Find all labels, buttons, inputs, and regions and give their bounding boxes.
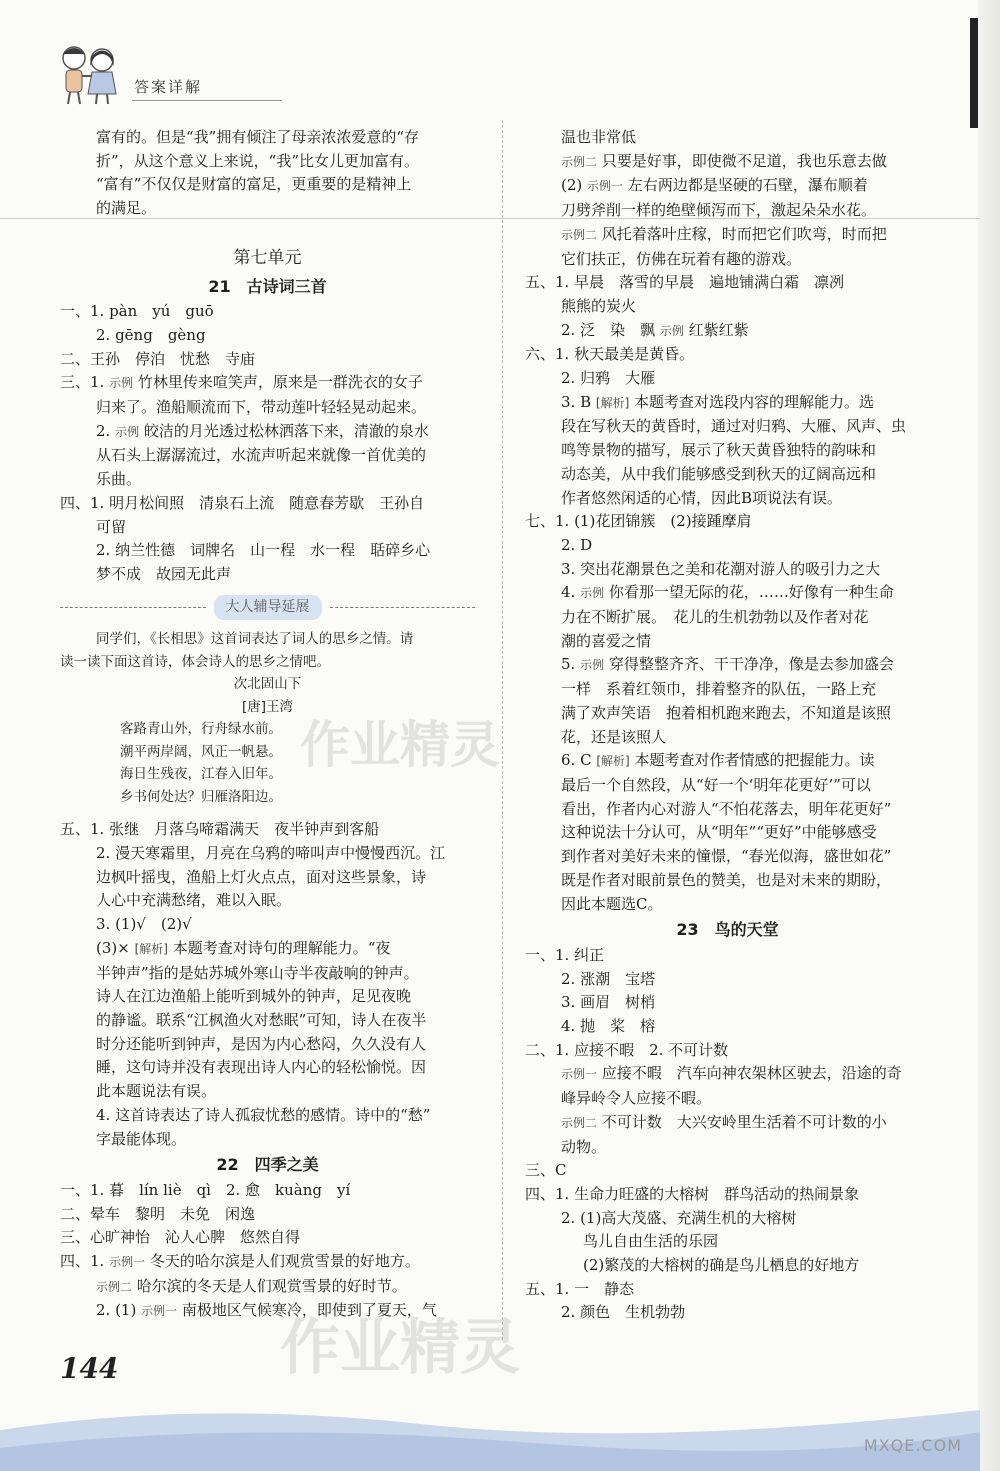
text-line: 睡，这句诗并没有表现出诗人内心的轻松愉悦。因	[96, 1058, 427, 1077]
text-line: 温也非常低	[561, 128, 637, 146]
example-label: 示例一	[561, 1067, 598, 1082]
watermark: 作业精灵	[300, 716, 500, 774]
text-line: 既是作者对眼前景色的赞美，也是对未来的期盼，	[561, 870, 892, 889]
text-line: 因此本题选C。	[561, 894, 663, 913]
text-line: 到作者对美好未来的憧憬，“春光似海，盛世如花”	[561, 847, 892, 866]
text-line: 四、1. 明月松间照 清泉石上流 随意春芳歇 王孙自	[60, 493, 425, 512]
answer-text: 你看那一望无际的花，……好像有一种生命	[608, 583, 894, 602]
text-line: 一、1. pàn yú guō	[60, 302, 214, 321]
analysis-label: [解析]	[596, 754, 630, 769]
example-label: 示例	[580, 658, 605, 673]
text-line: 人心中充满愁绪，难以入眠。	[96, 891, 292, 910]
poem-line: 乡书何处达？归雁洛阳边。	[120, 788, 282, 805]
text-line: 2. gēng gèng	[96, 325, 206, 344]
text-line	[525, 749, 930, 774]
text-line: 可留	[96, 517, 127, 536]
text-line: 富有的。但是“我”拥有倾注了母亲浓浓爱意的“存	[96, 128, 420, 146]
text-line: 一、1. 暮 lín liè qì 2. 愈 kuàng yí	[60, 1180, 351, 1199]
answer-text: 南极地区气候寒冷，即使到了夏天，气	[181, 1301, 437, 1320]
item-number: 三、1.	[60, 373, 105, 392]
watermark: 作业精灵	[280, 1313, 520, 1383]
text-line: 2. 颜色 生机勃勃	[561, 1303, 686, 1322]
text-line: 力在不断扩展。 花儿的生机勃勃以及作者对花	[561, 608, 869, 627]
text-line: 鸣等景物的描写，展示了秋天黄昏独特的韵味和	[561, 441, 877, 460]
cartoon-kids-icon	[52, 40, 126, 108]
text-line: 看出，作者内心对游人“不怕花落去，明年花更好”	[561, 799, 892, 818]
column-divider	[502, 120, 503, 1340]
dash-line	[60, 607, 206, 608]
header-rule	[132, 100, 282, 101]
text-line: 三、C	[525, 1161, 567, 1180]
text-line	[60, 1250, 475, 1275]
item-number: 6. C	[561, 751, 592, 770]
item-number: 3. B	[561, 392, 592, 411]
answer-text: 竹林里传来喧笑声，原来是一群洗衣的女子	[137, 373, 423, 392]
answer-text: 左右两边都是坚硬的石壁，瀑布顺着	[627, 176, 868, 195]
text-line: 2. 归鸦 大雁	[561, 369, 656, 388]
lesson-title: 21 古诗词三首	[208, 276, 327, 296]
poem-line: 客路青山外，行舟绿水前。	[120, 721, 282, 738]
text-line: 动物。	[561, 1137, 607, 1156]
text-line: 一、1. 纠正	[525, 945, 605, 964]
text-line: 一样 系着红领巾，排着整齐的队伍，一路上充	[561, 680, 877, 699]
text-line: 3. 突出花潮景色之美和花潮对游人的吸引力之大	[561, 559, 881, 578]
example-label: 示例二	[96, 1279, 133, 1294]
poem-line: 海日生残夜，江春入旧年。	[120, 766, 282, 783]
text-line: 2. D	[561, 535, 593, 554]
item-number: 2.	[96, 421, 111, 440]
answer-text: 应接不暇 汽车向神农架林区驶去，沿途的奇	[601, 1064, 902, 1083]
page-header	[52, 40, 352, 110]
text-line: 的满足。	[96, 199, 157, 218]
example-label: 示例二	[561, 154, 598, 169]
answer-text: 红紫红紫	[688, 320, 749, 339]
text-line	[525, 150, 930, 175]
extension-tag: 大人辅导延展	[214, 595, 322, 621]
item-number: 4.	[561, 583, 576, 602]
text-line: 半钟声”指的是姑苏城外寒山寺半夜敲响的钟声。	[96, 963, 419, 982]
example-label: 示例	[580, 586, 605, 601]
text-line	[60, 371, 475, 396]
text-line: 段在写秋天的黄昏时，通过对归鸦、大雁、风声、虫	[561, 417, 907, 436]
text-line: 字最能体现。	[96, 1129, 187, 1148]
example-label: 示例一	[141, 1304, 178, 1319]
example-label: 示例二	[561, 1115, 598, 1130]
text-line: 此本题说法有误。	[96, 1082, 217, 1101]
lesson-title: 22 四季之美	[216, 1155, 319, 1175]
unit-title: 第七单元	[233, 247, 302, 268]
text-line: 2. (1)高大茂盛、充满生机的大榕树	[561, 1208, 797, 1227]
text-line	[525, 653, 930, 678]
text-line	[60, 937, 475, 962]
answer-text: 哈尔滨的冬天是人们观赏雪景的好时节。	[136, 1276, 407, 1295]
answer-text: (3)×	[96, 938, 130, 957]
item-number: (2)	[561, 176, 583, 195]
answer-text: 不可计数 大兴安岭里生活着不可计数的小	[601, 1112, 887, 1131]
text-line: 潮的喜爱之情	[561, 631, 652, 650]
text-line: 七、1. (1)花团锦簇 (2)接踵摩肩	[525, 512, 752, 531]
text-line	[525, 319, 930, 344]
answer-text: 穿得整整齐齐、干干净净，像是去参加盛会	[608, 655, 894, 674]
answer-text: 本题考查对诗句的理解能力。“夜	[172, 938, 391, 957]
text-line: (2)繁茂的大榕树的确是鸟儿栖息的好地方	[583, 1256, 860, 1275]
ext-text: 读一读下面这首诗，体会诗人的思乡之情吧。	[60, 653, 330, 670]
text-line: 六、1. 秋天最美是黄昏。	[525, 345, 695, 364]
item-number: 5.	[561, 655, 576, 674]
text-line: 边枫叶摇曳，渔船上灯火点点，面对这些景象，诗	[96, 867, 427, 886]
answer-text: 冬天的哈尔滨是人们观赏雪景的好地方。	[149, 1252, 420, 1271]
poem-line: 潮平两岸阔，风正一帆悬。	[120, 743, 282, 760]
example-label: 示例	[115, 424, 140, 439]
text-line: 五、1. 一 静态	[525, 1279, 635, 1298]
text-line: 三、心旷神怡 沁人心脾 悠然自得	[60, 1228, 301, 1247]
text-line	[525, 174, 930, 199]
text-line	[525, 581, 930, 606]
text-line	[525, 223, 930, 248]
answer-text: 本题考查对选段内容的理解能力。选	[634, 392, 875, 411]
text-line: 峰异岭令人应接不暇。	[561, 1089, 712, 1108]
text-line: 四、1. 生命力旺盛的大榕树 群鸟活动的热闹景象	[525, 1184, 860, 1203]
text-line: “富有”不仅仅是财富的富足，更重要的是精神上	[96, 175, 412, 194]
analysis-label: [解析]	[595, 395, 630, 410]
lesson-title: 23 鸟的天堂	[676, 920, 779, 940]
text-line	[525, 1062, 930, 1087]
text-line: 4. 这首诗表达了诗人孤寂忧愁的感情。诗中的“愁”	[96, 1105, 431, 1124]
answer-text: 本题考查对作者情感的把握能力。读	[634, 751, 875, 770]
page-number: 144	[60, 1352, 119, 1385]
text-line: 诗人在江边渔船上能听到城外的钟声，足见夜晚	[96, 987, 412, 1006]
example-label: 示例	[109, 376, 134, 391]
text-line: 五、1. 早晨 落雪的早晨 遍地铺满白霜 凛冽	[525, 273, 845, 292]
text-line	[60, 1275, 475, 1300]
text-line: 熊熊的炭火	[561, 296, 637, 315]
answer-text: 只要是好事，即使微不足道，我也乐意去做	[601, 151, 887, 170]
text-line: 最后一个自然段，从“好一个‘明年花更好’”可以	[561, 775, 871, 794]
text-line: 时分还能听到钟声，是因为内心愁闷，久久没有人	[96, 1034, 427, 1053]
header-title: 答案详解	[134, 78, 203, 96]
text-line: 作者悠然闲适的心情，因此B项说法有误。	[561, 488, 843, 507]
page-edge-shadow	[978, 0, 1000, 1471]
right-column	[525, 126, 930, 1325]
dash-line	[330, 607, 476, 608]
analysis-label: [解析]	[134, 941, 168, 956]
poem-author: [唐]王湾	[241, 698, 294, 715]
example-label: 示例一	[587, 179, 624, 194]
text-line: 3. 画眉 树梢	[561, 993, 656, 1012]
text-line: 二、王孙 停泊 忧愁 寺庙	[60, 349, 256, 368]
text-line	[525, 1111, 930, 1136]
text-line	[525, 391, 930, 416]
item-number: 2. (1)	[96, 1301, 137, 1320]
text-line: 从石头上潺潺流过，水流声听起来就像一首优美的	[96, 446, 427, 465]
text-line: 3. (1)√ (2)√	[96, 915, 192, 934]
item-number: 四、1.	[60, 1252, 105, 1271]
text-line: 乐曲。	[96, 470, 142, 489]
example-label: 示例二	[561, 227, 598, 242]
example-label: 示例	[659, 323, 684, 338]
footer-wave	[0, 1390, 980, 1471]
answer-text: 风托着落叶庄稼，时而把它们吹弯，时而把	[601, 224, 887, 243]
text-line: 满了欢声笑语 抱着相机跑来跑去，不知道是该照	[561, 703, 892, 722]
text-line: 2. 涨潮 宝塔	[561, 969, 656, 988]
ext-text: 同学们，《长相思》这首词表达了词人的思乡之情。请	[96, 631, 414, 648]
text-line: 二、晕车 黎明 未免 闲逸	[60, 1204, 256, 1223]
text-line: 鸟儿自由生活的乐园	[583, 1232, 719, 1251]
poem-title: 次北固山下	[233, 676, 302, 693]
text-line: 2. 漫天寒霜里，月亮在乌鸦的啼叫声中慢慢西沉。江	[96, 844, 446, 863]
text-line: 的静谧。联系“江枫渔火对愁眠”可知，诗人在夜半	[96, 1010, 427, 1029]
text-line: 二、1. 应接不暇 2. 不可计数	[525, 1040, 729, 1059]
text-line: 梦不成 故园无此声	[96, 564, 232, 583]
text-line: 折”，从这个意义上来说，“我”比女儿更加富有。	[96, 151, 420, 170]
text-line: 花，还是该照人	[561, 727, 667, 746]
answer-text: 2. 泛 染 飘	[561, 320, 656, 339]
extension-header	[60, 595, 475, 621]
answer-text: 皎洁的月光透过松林洒落下来，清澈的泉水	[143, 421, 429, 440]
text-line	[60, 420, 475, 445]
text-line: 它们扶正，仿佛在玩着有趣的游戏。	[561, 249, 802, 268]
text-line: 刀劈斧削一样的绝壁倾泻而下，激起朵朵水花。	[561, 201, 877, 220]
binding-edge	[970, 18, 978, 128]
text-line: 动态美，从中我们能够感受到秋天的辽阔高远和	[561, 464, 877, 483]
text-line: 这种说法十分认可，从“明年”“更好”中能够感受	[561, 823, 877, 842]
text-line: 2. 纳兰性德 词牌名 山一程 水一程 聒碎乡心	[96, 541, 431, 560]
text-line: 归来了。渔船顺流而下，带动莲叶轻轻晃动起来。	[96, 398, 427, 417]
text-line: 五、1. 张继 月落乌啼霜满天 夜半钟声到客船	[60, 820, 380, 839]
example-label: 示例一	[109, 1255, 146, 1270]
footer-site: MXQE.COM	[863, 1436, 962, 1455]
text-line: 4. 抛 桨 榕	[561, 1017, 656, 1036]
